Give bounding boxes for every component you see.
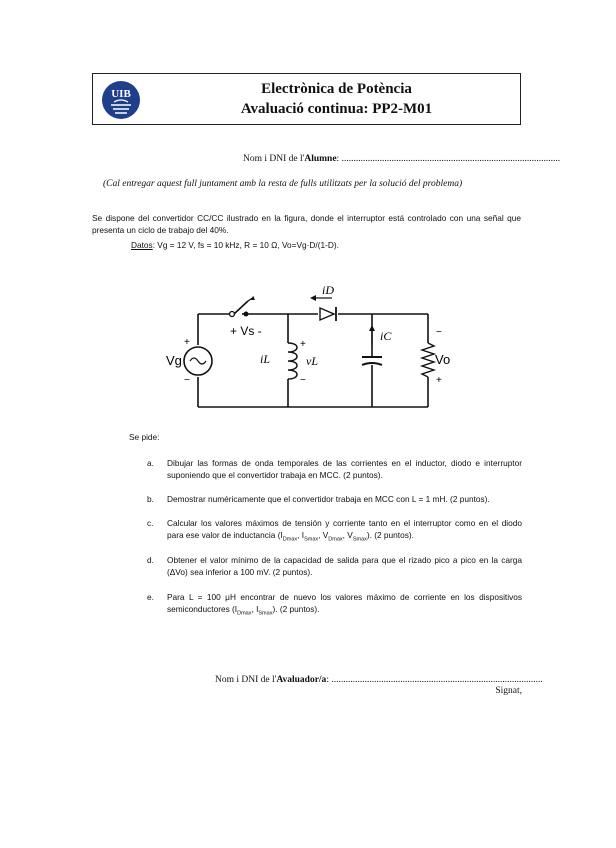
data-text: : Vg = 12 V, fs = 10 kHz, R = 10 Ω, Vo=Vg·D/(1-D). (152, 240, 339, 250)
question-letter: b. (147, 494, 154, 504)
question-letter: e. (147, 592, 154, 602)
il-label: iL (260, 352, 271, 366)
evaluator-label-prefix: Nom i DNI de l' (215, 675, 277, 685)
question-text: Para L = 100 μH encontrar de nuevo los valores máximo de corriente en los dispositivos semiconductores ($I_{Dmax}$, $I_{Smax}$). (2 puntos). (167, 592, 522, 617)
question-letter: a. (147, 458, 154, 468)
question-text: Calcular los valores máximos de tensión y corriente tanto en el interruptor como en el diodo para ese valor de inductancia ($I_{Dmax}$, $I_{Smax}$, $V_{Dmax}$, $V_{Smax}$). (2 puntos). (167, 518, 522, 543)
diode (320, 308, 334, 320)
vs-label: + Vs - (230, 324, 262, 338)
resistor (422, 343, 434, 377)
evaluator-dots: ......................................................................................... (331, 675, 543, 685)
instruction-note: (Cal entregar aquest full juntament amb la resta de fulls utilitzats per la solució del problema) (103, 179, 463, 189)
inductor (288, 343, 297, 379)
switch-terminal-closed (244, 312, 249, 317)
student-dots: ............................................................................................ (341, 154, 561, 164)
switch-terminal-open (230, 312, 235, 317)
vl-label: vL (306, 354, 318, 368)
header-box (92, 73, 521, 125)
vg-label: Vg (166, 353, 182, 368)
vg-minus: − (184, 375, 190, 386)
question-text: Obtener el valor mínimo de la capacidad de salida para que el rizado pico a pico en la carga (ΔVo) sea inferior a 100 mV. (2 puntos). (167, 555, 522, 577)
student-name-field[interactable] (243, 154, 560, 164)
vg-plus: + (184, 337, 190, 348)
data-line (131, 240, 339, 250)
question-c (147, 517, 522, 546)
id-label: iD (322, 283, 334, 297)
logo-text: UIB (111, 88, 131, 100)
vo-minus: − (436, 327, 442, 338)
question-d (147, 554, 522, 578)
student-label-bold: Alumne (304, 154, 337, 164)
evaluator-label-bold: Avaluador/a (276, 675, 327, 685)
evaluator-name-field[interactable] (215, 675, 543, 685)
data-label: Datos (131, 240, 153, 250)
vl-plus: + (300, 339, 306, 350)
evaluator-label-suffix: : (326, 675, 332, 685)
signature-label: Signat, (495, 686, 522, 696)
question-text: Demostrar numéricamente que el convertidor trabaja en MCC con L = 1 mH. (2 puntos). (167, 494, 490, 504)
vo-label: Vo (435, 352, 450, 367)
vl-minus: − (300, 375, 306, 386)
ic-label: iC (380, 329, 392, 343)
circuit-diagram (150, 283, 450, 418)
problem-intro: Se dispone del convertidor CC/CC ilustrado en la figura, donde el interruptor está controlado con una señal que presenta un ciclo de trabajo del 40%. (92, 213, 521, 235)
student-label-suffix: : (336, 154, 342, 164)
question-a (147, 457, 522, 481)
question-letter: d. (147, 555, 154, 565)
uib-logo (101, 80, 141, 120)
page-subtitle: Avaluació continua: PP2-M01 (240, 101, 433, 117)
question-text: Dibujar las formas de onda temporales de las corrientes en el inductor, diodo e interruptor suponiendo que el convertidor trabaja en MCC. (2 puntos). (167, 458, 522, 480)
page-title: Electrònica de Potència (261, 81, 412, 97)
vo-plus: + (436, 375, 442, 386)
question-e (147, 591, 522, 620)
question-b (147, 493, 522, 505)
student-label-prefix: Nom i DNI de l' (243, 154, 305, 164)
capacitor-plate-bottom (362, 363, 382, 365)
questions-heading: Se pide: (129, 432, 160, 442)
question-letter: c. (147, 518, 154, 528)
